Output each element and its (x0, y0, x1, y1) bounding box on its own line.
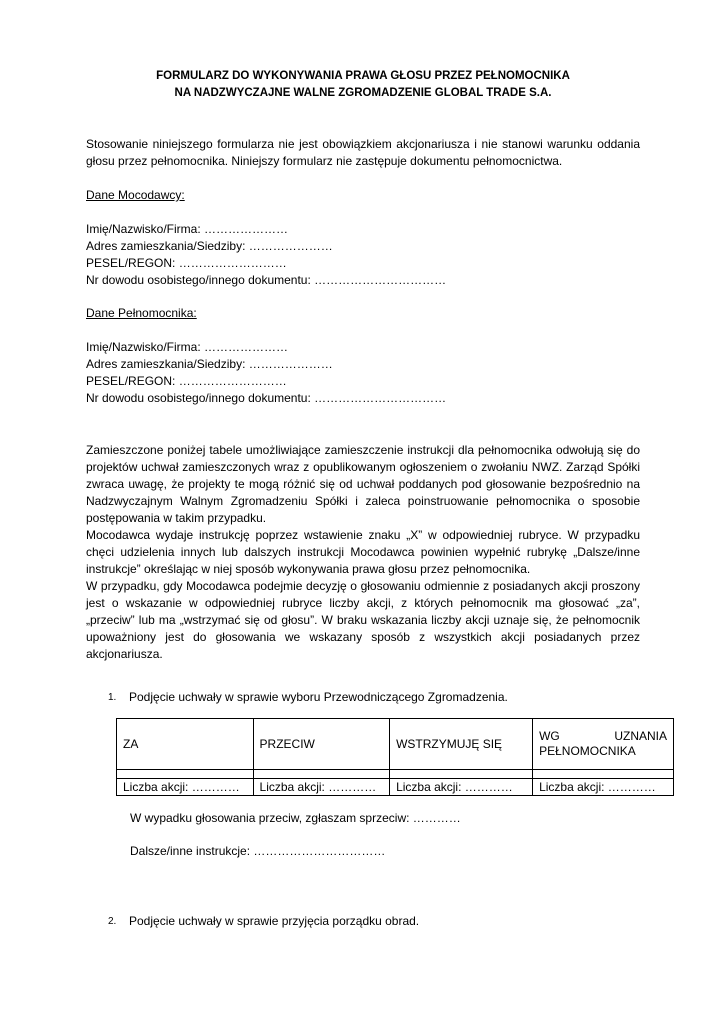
pelnomocnik-section (86, 305, 640, 407)
vote-mark-row (117, 770, 674, 779)
vote-mark-za[interactable] (117, 770, 254, 779)
mocodawca-address-field[interactable]: Adres zamieszkania/Siedziby: ………………… (86, 239, 333, 253)
pelnomocnika-word: PEŁNOMOCNIKA (539, 744, 636, 758)
vote-mark-przeciw[interactable] (253, 770, 390, 779)
pelnomocnik-heading: Dane Pełnomocnika: (86, 306, 197, 320)
resolution-1-objection[interactable]: W wypadku głosowania przeciw, zgłaszam sprzeciw: ………… (130, 811, 461, 825)
mocodawca-pesel-field[interactable]: PESEL/REGON: ……………………… (86, 256, 287, 270)
vote-column-przeciw: PRZECIW (253, 719, 390, 770)
resolution-1-text: Podjęcie uchwały w sprawie wyboru Przewodniczącego Zgromadzenia. (129, 690, 508, 704)
resolution-2-number: 2. (108, 916, 117, 927)
vote-column-wg-uznania (533, 719, 674, 770)
instructions-section (86, 442, 640, 663)
mocodawca-heading: Dane Mocodawcy: (86, 188, 185, 202)
instructions-paragraph-3: W przypadku, gdy Mocodawca podejmie decyzję o głosowaniu odmiennie z posiadanych akcji proszony jest o wskazanie w odpowiedniej rubryce liczby akcji, z których pełnomocnik ma głosować „za”, „przeciw” lub ma „wstrzymać się od głosu”. W braku wskazania liczby akcji uznaje się, że pełnomocnik upoważniony jest do głosowania we wskazany sposób z wszystkich akcji posiadanych przez akcjonariusza. (86, 579, 640, 661)
uznania-word: UZNANIA (614, 729, 667, 743)
title-line-1: FORMULARZ DO WYKONYWANIA PRAWA GŁOSU PRZEZ PEŁNOMOCNIKA (156, 70, 570, 82)
form-title (86, 68, 640, 102)
resolution-1-number: 1. (108, 692, 117, 703)
vote-header-row (117, 719, 674, 770)
pelnomocnik-address-field[interactable]: Adres zamieszkania/Siedziby: ………………… (86, 357, 333, 371)
intro-paragraph: Stosowanie niniejszego formularza nie jest obowiązkiem akcjonariusza i nie stanowi warunku oddania głosu przez pełnomocnika. Niniejszy formularz nie zastępuje dokumentu pełnomocnictwa. (86, 137, 640, 168)
shares-wstrzymuje-cell[interactable]: Liczba akcji: ………… (390, 779, 533, 796)
shares-za-cell[interactable]: Liczba akcji: ………… (117, 779, 254, 796)
wg-word: WG (539, 729, 560, 743)
pelnomocnik-id-field[interactable]: Nr dowodu osobistego/innego dokumentu: …………………………… (86, 391, 447, 405)
pelnomocnik-name-field[interactable]: Imię/Nazwisko/Firma: ………………… (86, 340, 289, 354)
vote-mark-wg-uznania[interactable] (533, 770, 674, 779)
shares-wg-uznania-cell[interactable]: Liczba akcji: ………… (533, 779, 674, 796)
resolution-1-further-instructions[interactable]: Dalsze/inne instrukcje: …………………………… (130, 844, 386, 858)
instructions-paragraph-2: Mocodawca wydaje instrukcję poprzez wstawienie znaku „X” w odpowiedniej rubryce. W przypadku chęci udzielenia innych lub dalszych instrukcji Mocodawca powinien wypełnić rubrykę „Dalsze/inne instrukcje” określając w niej sposób wykonywania prawa głosu przez pełnomocnika. (86, 528, 640, 576)
mocodawca-name-field[interactable]: Imię/Nazwisko/Firma: ………………… (86, 222, 289, 236)
vote-mark-wstrzymuje[interactable] (390, 770, 533, 779)
instructions-paragraph-1: Zamieszczone poniżej tabele umożliwiające zamieszczenie instrukcji dla pełnomocnika odwołują się do projektów uchwał zamieszczonych wraz z opublikowanym ogłoszeniem o zwołaniu NWZ. Zarząd Spółki zwraca uwagę, że projekty te mogą różnić się od uchwał poddanych pod głosowanie bezpośrednio na Nadzwyczajnym Walnym Zgromadzeniu Spółki i zaleca poinstruowanie pełnomocnika o sposobie postępowania w takim przypadku. (86, 443, 640, 525)
title-line-2: NA NADZWYCZAJNE WALNE ZGROMADZENIE GLOBAL TRADE S.A. (174, 87, 552, 99)
mocodawca-section (86, 187, 640, 289)
mocodawca-id-field[interactable]: Nr dowodu osobistego/innego dokumentu: …………………………… (86, 273, 447, 287)
pelnomocnik-pesel-field[interactable]: PESEL/REGON: ……………………… (86, 374, 287, 388)
vote-shares-row (117, 779, 674, 796)
resolution-2-text: Podjęcie uchwały w sprawie przyjęcia porządku obrad. (129, 914, 420, 928)
vote-column-wstrzymuje: WSTRZYMUJĘ SIĘ (390, 719, 533, 770)
vote-column-za: ZA (117, 719, 254, 770)
shares-przeciw-cell[interactable]: Liczba akcji: ………… (253, 779, 390, 796)
resolution-1-vote-table (116, 718, 674, 796)
